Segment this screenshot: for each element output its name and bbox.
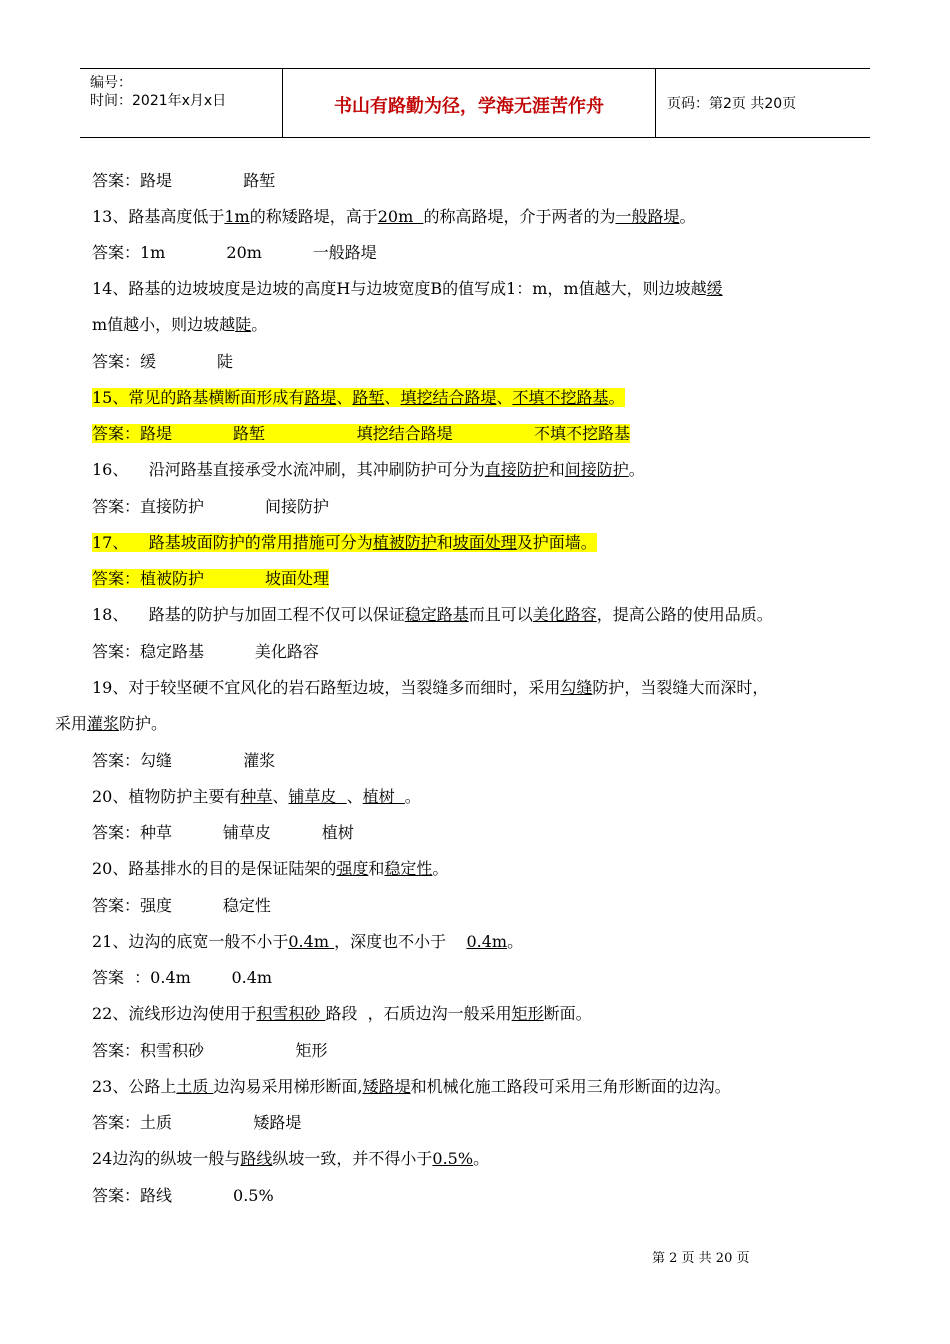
text-segment: 、 xyxy=(336,388,353,407)
text-line xyxy=(92,387,625,409)
text-segment: 答案：强度 稳定性 xyxy=(92,896,271,915)
page-info: 页码：第2页 共20页 xyxy=(667,96,797,112)
text-segment: 16、 沿河路基直接承受水流冲刷，其冲刷防护可分为 xyxy=(92,460,485,479)
text-segment: 和机械化施工路段可采用三角形断面的边沟。 xyxy=(410,1077,731,1096)
text-segment: 14、路基的边坡坡度是边坡的高度H与边坡宽度B的值写成1：m，m值越大，则边坡越 xyxy=(92,279,707,298)
answer-blank: 矩形 xyxy=(511,1004,544,1023)
text-segment: 答案：积雪积砂 矩形 xyxy=(92,1041,328,1060)
text-segment: 答案：稳定路基 美化路容 xyxy=(92,642,319,661)
text-segment: 答案：缓 陡 xyxy=(92,352,234,371)
text-line xyxy=(92,1040,328,1062)
answer-blank: 0.4m xyxy=(466,932,508,951)
text-segment: 答案：1m 20m 一般路堤 xyxy=(92,243,377,262)
line-text xyxy=(92,1077,731,1096)
text-segment: 22、流线形边沟使用于 xyxy=(92,1004,257,1023)
answer-blank: 美化路容 xyxy=(532,605,597,624)
line-text xyxy=(92,642,319,661)
text-segment: 边沟易采用梯形断面, xyxy=(213,1077,363,1096)
text-segment: 、 xyxy=(496,388,513,407)
text-segment: 。 xyxy=(608,388,625,407)
text-line xyxy=(92,931,523,953)
line-text xyxy=(92,315,267,334)
answer-blank: 路堑 xyxy=(352,388,385,407)
text-segment: 。 xyxy=(404,787,421,806)
text-segment: 17、 路基坡面防护的常用措施可分为 xyxy=(92,533,373,552)
text-line xyxy=(92,822,354,844)
text-segment: 24边沟的纵坡一般与 xyxy=(92,1149,241,1168)
text-line xyxy=(92,858,448,880)
header-left-cell xyxy=(80,69,282,137)
text-line xyxy=(92,1148,489,1170)
text-segment: 18、 路基的防护与加固工程不仅可以保证 xyxy=(92,605,405,624)
text-segment: 23、公路上 xyxy=(92,1077,177,1096)
highlighted-text xyxy=(92,533,597,552)
answer-blank: 缓 xyxy=(706,279,723,298)
text-segment: 。 xyxy=(679,207,696,226)
answer-blank: 路线 xyxy=(240,1149,273,1168)
time-label: 时间：2021年x月x日 xyxy=(90,93,227,109)
header-middle-cell xyxy=(282,69,656,137)
text-segment: 、 xyxy=(384,388,401,407)
line-text xyxy=(92,497,329,516)
text-segment: 。 xyxy=(473,1149,490,1168)
text-line xyxy=(92,677,768,699)
text-segment: 断面。 xyxy=(543,1004,592,1023)
text-segment: 。 xyxy=(628,460,645,479)
line-text xyxy=(92,460,645,479)
answer-blank: 强度 xyxy=(336,859,369,878)
line-text xyxy=(92,896,271,915)
text-segment: 答案：路堤 路堑 填挖结合路堤 不填不挖路基 xyxy=(92,424,630,443)
document-header xyxy=(80,68,870,138)
text-segment: 采用 xyxy=(55,714,88,733)
text-segment: 的称矮路堤，高于 xyxy=(249,207,378,226)
answer-blank: 坡面处理 xyxy=(452,533,517,552)
answer-blank: 陡 xyxy=(235,315,252,334)
answer-blank: 稳定路基 xyxy=(404,605,469,624)
text-line xyxy=(92,568,329,590)
line-text xyxy=(92,352,233,371)
line-text xyxy=(92,605,773,624)
text-line xyxy=(92,423,630,445)
line-text xyxy=(92,932,523,951)
line-text xyxy=(92,859,448,878)
text-segment: 19、对于较坚硬不宜风化的岩石路堑边坡，当裂缝多而细时，采用 xyxy=(92,678,561,697)
line-text xyxy=(92,1113,301,1132)
answer-blank: 填挖结合路堤 xyxy=(400,388,497,407)
motto: 书山有路勤为径，学海无涯苦作舟 xyxy=(334,96,604,117)
answer-blank: 土质 xyxy=(176,1077,214,1096)
text-segment: 20、路基排水的目的是保证陆架的 xyxy=(92,859,337,878)
answer-blank: 勾缝 xyxy=(560,678,593,697)
text-segment: 路段 ，石质边沟一般采用 xyxy=(325,1004,512,1023)
text-line xyxy=(92,895,271,917)
line-text xyxy=(92,787,421,806)
text-line xyxy=(92,496,329,518)
text-segment: 21、边沟的底宽一般不小于 xyxy=(92,932,289,951)
text-segment: 。 xyxy=(507,932,524,951)
answer-blank: 一般路堤 xyxy=(615,207,680,226)
line-text xyxy=(55,714,167,733)
text-segment: 答案：植被防护 坡面处理 xyxy=(92,569,330,588)
answer-blank: 20m xyxy=(377,207,424,226)
text-line xyxy=(92,314,267,336)
text-segment: 和 xyxy=(548,460,565,479)
answer-blank: 种草 xyxy=(240,787,273,806)
text-line xyxy=(92,1185,274,1207)
text-segment: 。 xyxy=(251,315,268,334)
line-text xyxy=(92,1004,592,1023)
text-segment: 答案 ：0.4m 0.4m xyxy=(92,968,273,987)
text-segment: 纵坡一致，并不得小于 xyxy=(272,1149,433,1168)
line-text xyxy=(92,171,275,190)
line-text xyxy=(92,968,272,987)
line-text xyxy=(92,1186,274,1205)
line-text xyxy=(92,751,275,770)
text-segment: 13、路基高度低于 xyxy=(92,207,225,226)
answer-blank: 间接防护 xyxy=(564,460,629,479)
answer-blank: 路堤 xyxy=(304,388,337,407)
line-text xyxy=(92,1149,489,1168)
text-segment: 、 xyxy=(272,787,289,806)
header-right-cell xyxy=(655,69,870,137)
text-segment: 答案：勾缝 灌浆 xyxy=(92,751,276,770)
answer-blank: 直接防护 xyxy=(484,460,549,479)
text-segment: 20、植物防护主要有 xyxy=(92,787,241,806)
text-line xyxy=(92,1112,301,1134)
text-line xyxy=(92,206,696,228)
text-line xyxy=(92,532,597,554)
answer-blank: 0.5% xyxy=(432,1149,474,1168)
answer-blank: 0.4m xyxy=(288,932,335,951)
text-segment: 防护，当裂缝大而深时， xyxy=(592,678,769,697)
text-segment: ，深度也不小于 xyxy=(334,932,467,951)
line-text xyxy=(92,678,768,697)
text-segment: 答案：土质 矮路堤 xyxy=(92,1113,302,1132)
line-text xyxy=(92,1041,328,1060)
highlighted-text xyxy=(92,424,630,443)
text-line xyxy=(92,278,723,300)
text-segment: 及护面墙。 xyxy=(516,533,597,552)
text-line xyxy=(92,604,773,626)
text-line xyxy=(92,750,275,772)
text-segment: 和 xyxy=(436,533,453,552)
highlighted-text xyxy=(92,569,329,588)
text-segment: 。 xyxy=(432,859,449,878)
answer-blank: 积雪积砂 xyxy=(256,1004,326,1023)
text-segment: 而且可以 xyxy=(468,605,533,624)
text-segment: 防护。 xyxy=(119,714,168,733)
text-segment: 答案：种草 铺草皮 植树 xyxy=(92,823,354,842)
line-text xyxy=(92,243,377,262)
text-segment: ，提高公路的使用品质。 xyxy=(596,605,773,624)
text-segment: 答案：直接防护 间接防护 xyxy=(92,497,330,516)
text-line xyxy=(92,1076,731,1098)
page-footer: 第 2 页 共 20 页 xyxy=(652,1251,750,1266)
line-text xyxy=(92,279,723,298)
text-line xyxy=(92,967,272,989)
text-line xyxy=(92,786,421,808)
text-segment: 答案：路线 0.5% xyxy=(92,1186,274,1205)
line-text xyxy=(92,823,354,842)
text-line xyxy=(55,713,167,735)
answer-blank: 植被防护 xyxy=(372,533,437,552)
text-line xyxy=(92,641,319,663)
text-line xyxy=(92,1003,592,1025)
text-segment: 答案：路堤 路堑 xyxy=(92,171,276,190)
answer-blank: 植树 xyxy=(362,787,405,806)
answer-blank: 灌浆 xyxy=(87,714,120,733)
text-segment: m值越小，则边坡越 xyxy=(92,315,236,334)
answer-blank: 矮路堤 xyxy=(362,1077,411,1096)
line-text xyxy=(92,207,696,226)
text-segment: 的称高路堤，介于两者的为 xyxy=(423,207,616,226)
text-line xyxy=(92,242,377,264)
answer-blank: 铺草皮 xyxy=(288,787,347,806)
answer-blank: 稳定性 xyxy=(384,859,433,878)
text-segment: 和 xyxy=(368,859,385,878)
answer-blank: 1m xyxy=(224,207,250,226)
highlighted-text xyxy=(92,388,625,407)
text-line xyxy=(92,170,275,192)
text-segment: 15、常见的路基横断面形成有 xyxy=(92,388,305,407)
number-label: 编号： xyxy=(90,75,132,91)
text-line xyxy=(92,459,645,481)
answer-blank: 不填不挖路基 xyxy=(512,388,609,407)
text-segment: 、 xyxy=(346,787,363,806)
text-line xyxy=(92,351,233,373)
